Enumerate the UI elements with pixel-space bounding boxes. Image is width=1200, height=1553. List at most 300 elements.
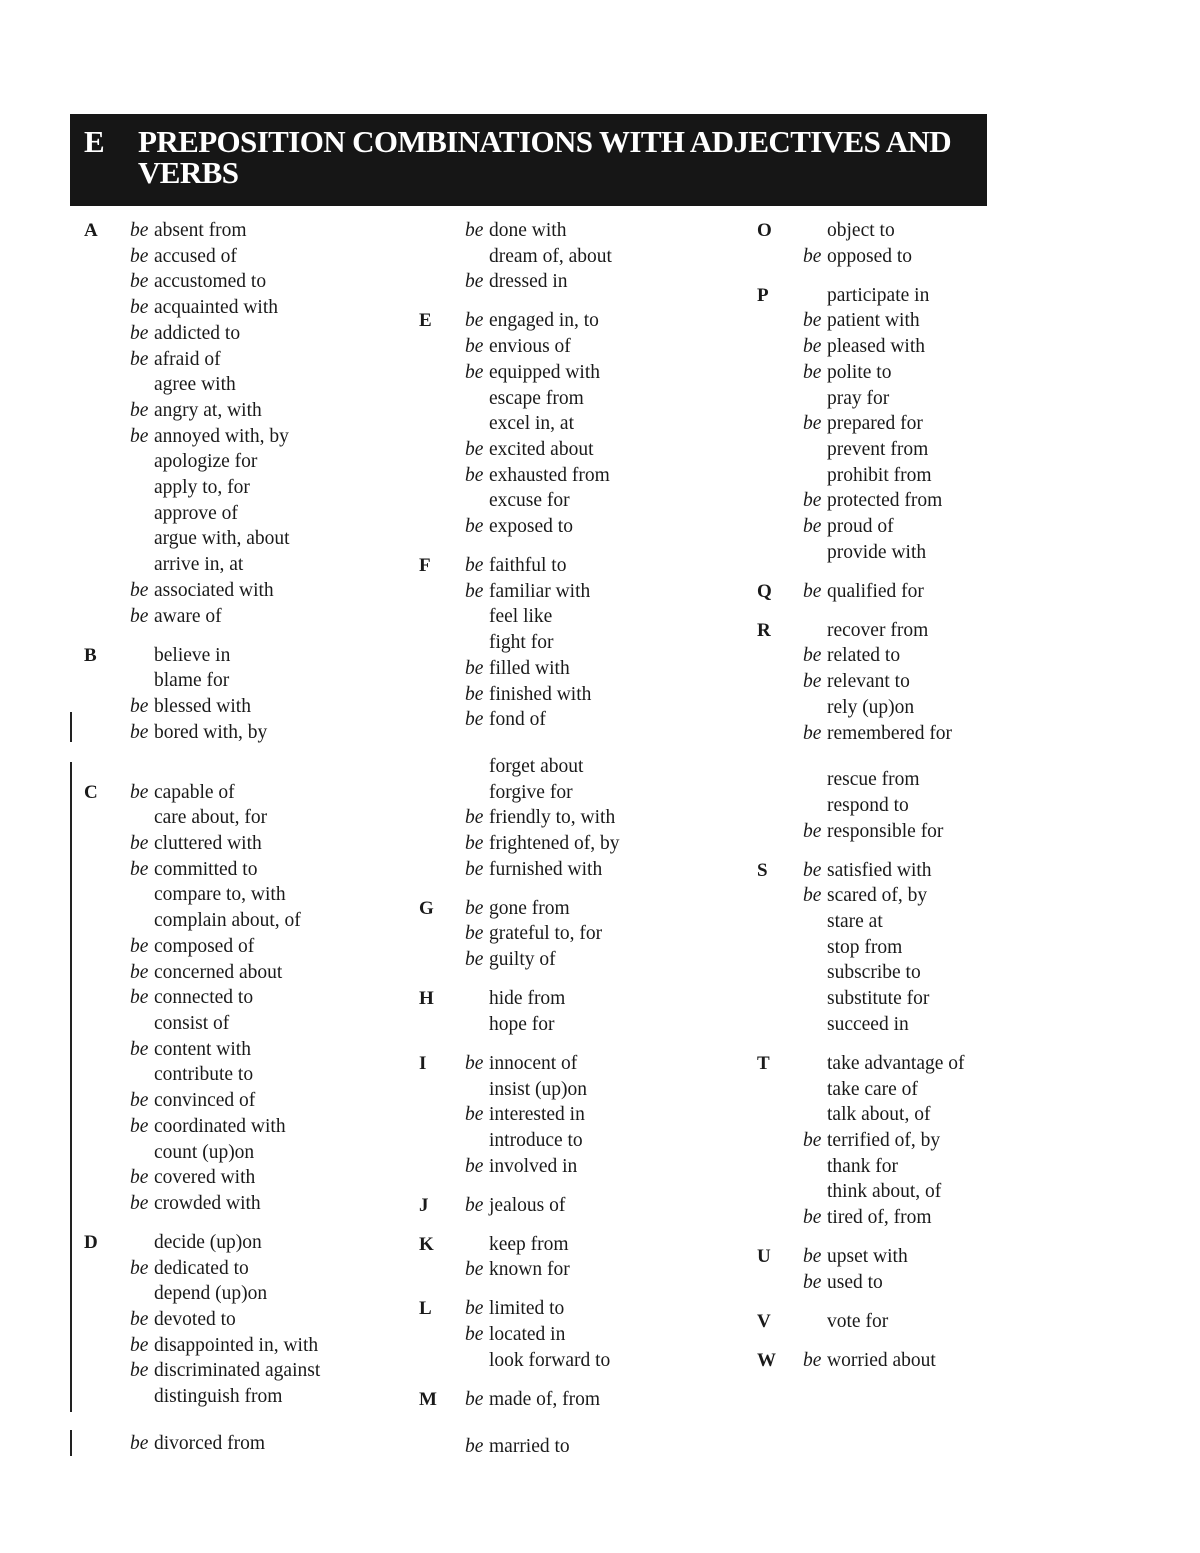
list-item [130, 1114, 400, 1140]
be-prefix: be [130, 245, 149, 267]
group-letter: K [419, 1233, 434, 1255]
list-item [130, 694, 400, 720]
be-prefix: be [130, 271, 149, 293]
entry-text: cluttered with [154, 833, 262, 855]
list-item [130, 604, 400, 630]
letter-group [405, 553, 735, 882]
be-prefix: be [803, 671, 822, 693]
group-letter: S [757, 859, 768, 881]
list-item [465, 463, 735, 489]
letter-group [405, 308, 735, 539]
be-prefix: be [130, 399, 149, 421]
be-prefix: be [465, 858, 484, 880]
entry-text: frightened of, by [489, 833, 620, 855]
entry-text: blame for [154, 670, 230, 692]
entry-text: care about, for [154, 807, 268, 829]
list-item [465, 1434, 735, 1460]
list-item [130, 985, 400, 1011]
group-letter: J [419, 1194, 429, 1216]
letter-group [743, 1051, 1000, 1231]
be-prefix: be [465, 1052, 484, 1074]
be-prefix: be [130, 858, 149, 880]
entry-text: bored with, by [154, 721, 268, 743]
be-prefix: be [465, 709, 484, 731]
letter-group [405, 1232, 735, 1283]
entry-text: concerned about [154, 961, 283, 983]
list-item [465, 1232, 735, 1258]
entry-text: polite to [827, 361, 892, 383]
entry-text: crowded with [154, 1192, 261, 1214]
entry-text: faithful to [489, 555, 567, 577]
letter-group [743, 283, 1000, 566]
list-item [130, 1384, 400, 1410]
entry-text: prohibit from [827, 464, 932, 486]
group-letter: F [419, 555, 431, 577]
entry-text: located in [489, 1324, 566, 1346]
list-item [465, 707, 735, 733]
list-item [803, 1348, 1000, 1374]
list-item [803, 283, 1000, 309]
entry-text: finished with [489, 683, 592, 705]
list-item [803, 463, 1000, 489]
be-prefix: be [803, 580, 822, 602]
entry-text: forgive for [489, 781, 573, 803]
group-letter: Q [757, 580, 772, 602]
list-item [465, 1348, 735, 1374]
list-item [803, 334, 1000, 360]
entry-text: engaged in, to [489, 310, 599, 332]
entry-text: jealous of [489, 1194, 566, 1216]
list-item [130, 720, 400, 746]
group-letter: G [419, 897, 434, 919]
entry-text: rely (up)on [827, 696, 915, 718]
entry-text: prepared for [827, 413, 923, 435]
letter-group [70, 218, 400, 629]
be-prefix: be [130, 1257, 149, 1279]
entry-text: composed of [154, 935, 255, 957]
entry-text: substitute for [827, 988, 930, 1010]
be-prefix: be [130, 1309, 149, 1331]
be-prefix: be [130, 1115, 149, 1137]
list-item [130, 526, 400, 552]
letter-group [405, 1193, 735, 1219]
be-prefix: be [465, 220, 484, 241]
entry-text: succeed in [827, 1013, 909, 1035]
list-item [465, 1012, 735, 1038]
entry-text: known for [489, 1259, 570, 1281]
entry-text: arrive in, at [154, 554, 244, 576]
list-item [130, 805, 400, 831]
letter-group [405, 1387, 735, 1459]
be-prefix: be [465, 310, 484, 332]
entry-text: acquainted with [154, 297, 278, 319]
list-item [465, 831, 735, 857]
be-prefix: be [130, 961, 149, 983]
list-item [803, 540, 1000, 566]
entry-text: look forward to [489, 1349, 611, 1371]
entry-text: compare to, with [154, 884, 286, 906]
be-prefix: be [465, 464, 484, 486]
entry-text: opposed to [827, 245, 913, 267]
page-break-gap [130, 745, 400, 766]
list-item [803, 986, 1000, 1012]
list-item [465, 604, 735, 630]
list-item [130, 1088, 400, 1114]
list-item [465, 1322, 735, 1348]
group-letter: B [84, 644, 97, 666]
entry-text: terrified of, by [827, 1129, 941, 1151]
entry-text: familiar with [489, 580, 591, 602]
entry-text: equipped with [489, 361, 601, 383]
entry-text: limited to [489, 1298, 565, 1320]
be-prefix: be [130, 1038, 149, 1060]
be-prefix: be [803, 361, 822, 383]
entry-text: count (up)on [154, 1141, 255, 1163]
entry-text: scared of, by [827, 885, 928, 907]
letter-group [70, 780, 400, 1217]
list-item [465, 896, 735, 922]
entry-text: discriminated against [154, 1360, 321, 1382]
letter-group [743, 858, 1000, 1038]
list-item [803, 935, 1000, 961]
list-item [130, 1037, 400, 1063]
list-item [130, 1191, 400, 1217]
list-item [803, 819, 1000, 845]
scan-edge-mark [70, 712, 72, 742]
be-prefix: be [130, 1360, 149, 1382]
entry-text: devoted to [154, 1309, 236, 1331]
list-item [465, 780, 735, 806]
list-item [130, 1256, 400, 1282]
entry-text: excited about [489, 438, 594, 460]
group-letter: E [419, 310, 432, 332]
be-prefix: be [803, 490, 822, 512]
entry-text: feel like [489, 606, 553, 628]
group-letter: I [419, 1052, 427, 1074]
page-break-gap [803, 746, 1000, 767]
group-letter: O [757, 220, 772, 241]
list-item [803, 1205, 1000, 1231]
entry-text: contribute to [154, 1064, 254, 1086]
list-item [465, 1077, 735, 1103]
list-item [465, 308, 735, 334]
list-item [130, 1140, 400, 1166]
list-item [130, 643, 400, 669]
group-letter: U [757, 1246, 771, 1268]
entry-text: dream of, about [489, 245, 612, 267]
scan-edge-mark [70, 1430, 72, 1456]
list-item [130, 347, 400, 373]
entry-text: fight for [489, 632, 554, 654]
entry-text: fond of [489, 709, 546, 731]
be-prefix: be [803, 859, 822, 881]
entry-text: object to [827, 220, 895, 241]
entry-text: convinced of [154, 1090, 256, 1112]
entry-text: proud of [827, 516, 894, 538]
list-item [465, 656, 735, 682]
be-prefix: be [465, 271, 484, 293]
be-prefix: be [803, 722, 822, 744]
be-prefix: be [130, 1090, 149, 1112]
letter-group [70, 1230, 400, 1457]
be-prefix: be [130, 348, 149, 370]
list-item [130, 857, 400, 883]
list-item [465, 1102, 735, 1128]
entry-text: filled with [489, 657, 570, 679]
group-letter: C [84, 781, 98, 803]
letter-group [405, 896, 735, 973]
entry-text: consist of [154, 1012, 230, 1034]
be-prefix: be [465, 336, 484, 358]
entry-text: coordinated with [154, 1115, 286, 1137]
entry-text: annoyed with, by [154, 425, 289, 447]
list-item [130, 882, 400, 908]
entry-text: innocent of [489, 1052, 578, 1074]
be-prefix: be [465, 949, 484, 971]
be-prefix: be [130, 605, 149, 627]
be-prefix: be [465, 361, 484, 383]
entry-text: relevant to [827, 671, 910, 693]
list-item [803, 695, 1000, 721]
list-item [803, 1154, 1000, 1180]
list-item [803, 909, 1000, 935]
entry-text: committed to [154, 858, 258, 880]
list-item [130, 960, 400, 986]
entry-text: argue with, about [154, 528, 290, 550]
be-prefix: be [465, 683, 484, 705]
list-item [130, 372, 400, 398]
entry-text: think about, of [827, 1181, 942, 1203]
entry-text: participate in [827, 284, 930, 306]
group-letter: R [757, 619, 771, 641]
group-letter: H [419, 988, 434, 1010]
entry-text: interested in [489, 1104, 585, 1126]
list-item [803, 1309, 1000, 1335]
entry-text: respond to [827, 794, 909, 816]
group-letter: T [757, 1052, 770, 1074]
list-item [803, 1270, 1000, 1296]
entry-text: furnished with [489, 858, 603, 880]
list-item [130, 668, 400, 694]
list-item [803, 669, 1000, 695]
be-prefix: be [465, 833, 484, 855]
list-item [803, 1077, 1000, 1103]
entry-text: associated with [154, 579, 274, 601]
list-item [803, 793, 1000, 819]
list-item [465, 360, 735, 386]
entry-text: hide from [489, 988, 566, 1010]
entry-text: worried about [827, 1349, 936, 1371]
be-prefix: be [130, 781, 149, 803]
be-prefix: be [465, 923, 484, 945]
list-item [130, 424, 400, 450]
group-letter: L [419, 1298, 432, 1320]
entry-text: apply to, for [154, 477, 250, 499]
list-item [130, 218, 400, 244]
list-item [465, 553, 735, 579]
entry-text: involved in [489, 1155, 578, 1177]
list-item [803, 579, 1000, 605]
list-item [465, 1296, 735, 1322]
entry-text: apologize for [154, 451, 258, 473]
be-prefix: be [130, 579, 149, 601]
list-item [130, 831, 400, 857]
be-prefix: be [465, 1388, 484, 1410]
list-item [803, 1012, 1000, 1038]
list-item [803, 360, 1000, 386]
list-item [803, 1179, 1000, 1205]
entry-text: grateful to, for [489, 923, 603, 945]
be-prefix: be [130, 1192, 149, 1214]
entry-text: patient with [827, 310, 920, 332]
list-item [465, 857, 735, 883]
list-item [803, 858, 1000, 884]
be-prefix: be [465, 897, 484, 919]
entry-text: stop from [827, 936, 903, 958]
page-break-gap [465, 1413, 735, 1434]
list-item [465, 437, 735, 463]
list-item [803, 960, 1000, 986]
be-prefix: be [130, 987, 149, 1009]
be-prefix: be [465, 516, 484, 538]
entry-text: pray for [827, 387, 890, 409]
entry-text: excel in, at [489, 413, 574, 435]
entry-text: responsible for [827, 820, 944, 842]
list-item [465, 1257, 735, 1283]
entry-text: divorced from [154, 1432, 266, 1454]
list-item [803, 488, 1000, 514]
list-item [465, 947, 735, 973]
list-item [130, 398, 400, 424]
entry-text: afraid of [154, 348, 221, 370]
list-item [130, 1431, 400, 1457]
page-break-gap [465, 733, 735, 754]
list-item [130, 1062, 400, 1088]
entry-text: provide with [827, 541, 927, 563]
entry-text: addicted to [154, 322, 241, 344]
entry-text: distinguish from [154, 1386, 283, 1408]
list-item [130, 934, 400, 960]
list-item [130, 244, 400, 270]
column-1 [70, 218, 400, 1457]
be-prefix: be [465, 438, 484, 460]
entry-text: take advantage of [827, 1052, 965, 1074]
entry-text: believe in [154, 644, 231, 666]
be-prefix: be [465, 1194, 484, 1216]
entry-text: escape from [489, 387, 584, 409]
list-item [803, 767, 1000, 793]
list-item [130, 321, 400, 347]
entry-text: talk about, of [827, 1104, 931, 1126]
letter-group [405, 1051, 735, 1180]
list-item [130, 295, 400, 321]
be-prefix: be [130, 833, 149, 855]
list-item [803, 1128, 1000, 1154]
group-letter: D [84, 1231, 98, 1253]
list-item [130, 475, 400, 501]
entry-text: recover from [827, 619, 929, 641]
be-prefix: be [803, 885, 822, 907]
scan-edge-mark [70, 762, 72, 1412]
entry-text: tired of, from [827, 1207, 932, 1229]
entry-text: prevent from [827, 438, 929, 460]
letter-group [743, 218, 1000, 269]
be-prefix: be [803, 645, 822, 667]
entry-text: disappointed in, with [154, 1334, 319, 1356]
group-letter: M [419, 1388, 437, 1410]
list-item [803, 514, 1000, 540]
be-prefix: be [803, 1207, 822, 1229]
entry-text: protected from [827, 490, 943, 512]
group-letter: A [84, 220, 98, 241]
list-item [803, 618, 1000, 644]
entry-text: capable of [154, 781, 235, 803]
list-item [130, 908, 400, 934]
letter-group [743, 1309, 1000, 1335]
be-prefix: be [130, 297, 149, 319]
entry-text: exposed to [489, 516, 573, 538]
entry-text: married to [489, 1435, 570, 1457]
be-prefix: be [465, 555, 484, 577]
list-item [465, 1154, 735, 1180]
entry-text: stare at [827, 911, 883, 933]
list-item [130, 1165, 400, 1191]
list-item [465, 244, 735, 270]
list-item [465, 1387, 735, 1413]
list-item [465, 682, 735, 708]
section-letter: E [84, 124, 105, 159]
list-item [803, 244, 1000, 270]
be-prefix: be [130, 1334, 149, 1356]
be-prefix: be [803, 820, 822, 842]
be-prefix: be [130, 425, 149, 447]
letter-group [743, 618, 1000, 845]
list-item [465, 514, 735, 540]
be-prefix: be [130, 1167, 149, 1189]
list-item [130, 1358, 400, 1384]
entry-text: done with [489, 220, 567, 241]
section-header-banner [70, 114, 987, 206]
list-item [465, 805, 735, 831]
column-3 [743, 218, 1000, 1374]
list-item [465, 488, 735, 514]
be-prefix: be [130, 935, 149, 957]
page-break-gap [130, 1410, 400, 1431]
entry-text: envious of [489, 336, 571, 358]
be-prefix: be [465, 1435, 484, 1457]
be-prefix: be [130, 695, 149, 717]
be-prefix: be [803, 1349, 822, 1371]
list-item [465, 921, 735, 947]
group-letter: W [757, 1349, 776, 1371]
group-letter: P [757, 284, 769, 306]
be-prefix: be [465, 1259, 484, 1281]
list-item [130, 1230, 400, 1256]
list-item [465, 579, 735, 605]
list-item [465, 411, 735, 437]
entry-text: keep from [489, 1233, 569, 1255]
list-item [465, 269, 735, 295]
entry-text: decide (up)on [154, 1231, 262, 1253]
entry-text: pleased with [827, 336, 926, 358]
list-item [803, 1051, 1000, 1077]
list-item [130, 501, 400, 527]
entry-text: vote for [827, 1310, 889, 1332]
letter-group [743, 1348, 1000, 1374]
list-item [465, 1193, 735, 1219]
list-item [465, 386, 735, 412]
list-item [803, 883, 1000, 909]
